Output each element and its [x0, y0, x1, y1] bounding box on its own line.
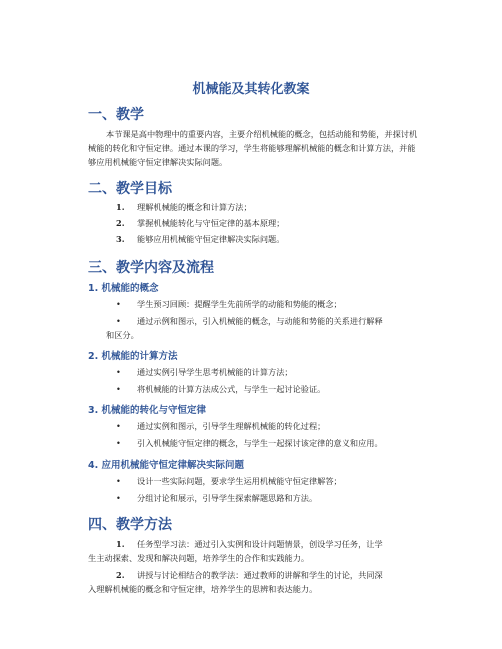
goal-item: 理解机械能的概念和计算方法； — [137, 202, 252, 212]
bullet-item: 引入机械能守恒定律的概念，与学生一起探讨该定律的意义和应用。 — [137, 438, 383, 448]
bullet-icon: • — [116, 421, 121, 431]
method-number: 2. — [116, 570, 125, 580]
bullet-item: 分组讨论和展示，引导学生探索解题思路和方法。 — [137, 493, 318, 503]
bullet-item: 学生预习回顾：提醒学生先前所学的动能和势能的概念； — [137, 299, 342, 309]
bullet-item: 通过示例和图示，引入机械能的概念，与动能和势能的关系进行解释 — [137, 316, 383, 326]
bullet-item: 设计一些实际问题，要求学生运用机械能守恒定律解答； — [137, 476, 342, 486]
method-item: 任务型学习法：通过引入实例和设计问题情景，创设学习任务，让学 — [137, 539, 383, 549]
bullet-icon: • — [116, 438, 121, 448]
bullet-icon: • — [116, 493, 121, 503]
section-heading-goals: 二、教学目标 — [88, 181, 172, 197]
goal-number: 1. — [116, 202, 125, 212]
section-heading-content: 三、教学内容及流程 — [88, 260, 214, 276]
bullet-item: 通过实例引导学生思考机械能的计算方法； — [137, 367, 293, 377]
subsection-heading: 3. 机械能的转化与守恒定律 — [88, 405, 207, 416]
goal-number: 3. — [116, 234, 125, 244]
bullet-item: 通过实例和图示，引导学生理解机械能的转化过程； — [137, 421, 326, 431]
method-item: 讲授与讨论相结合的教学法：通过教师的讲解和学生的讨论，共同深 — [137, 570, 383, 580]
bullet-icon: • — [116, 316, 121, 326]
bullet-icon: • — [116, 299, 121, 309]
bullet-item: 将机械能的计算方法成公式，与学生一起讨论验证。 — [137, 384, 326, 394]
bullet-icon: • — [116, 384, 121, 394]
method-item-continued: 生主动探索、发现和解决问题，培养学生的合作和实践能力。 — [88, 553, 310, 563]
subsection-heading: 1. 机械能的概念 — [88, 283, 159, 294]
goal-item: 能够应用机械能守恒定律解决实际问题。 — [137, 234, 285, 244]
bullet-icon: • — [116, 367, 121, 377]
bullet-icon: • — [116, 476, 121, 486]
subsection-heading: 2. 机械能的计算方法 — [88, 351, 178, 362]
subsection-heading: 4. 应用机械能守恒定律解决实际问题 — [88, 460, 245, 471]
section-heading-methods: 四、教学方法 — [88, 517, 172, 533]
method-item-continued: 入理解机械能的概念和守恒定律，培养学生的思辨和表达能力。 — [88, 584, 318, 594]
intro-paragraph: 本节课是高中物理中的重要内容，主要介绍机械能的概念，包括动能和势能，并探讨机械能的转化和守恒定律。通过本课的学习，学生将能够理解机械能的概念和计算方法，并能够应用机械能守恒定律解决实际问题。 — [88, 129, 418, 167]
goal-number: 2. — [116, 218, 125, 228]
document-title: 机械能及其转化教案 — [192, 82, 310, 97]
section-heading-intro: 一、教学 — [88, 107, 144, 123]
method-number: 1. — [116, 539, 125, 549]
bullet-item-continued: 和区分。 — [106, 330, 139, 340]
goal-item: 掌握机械能转化与守恒定律的基本原理； — [137, 218, 285, 228]
